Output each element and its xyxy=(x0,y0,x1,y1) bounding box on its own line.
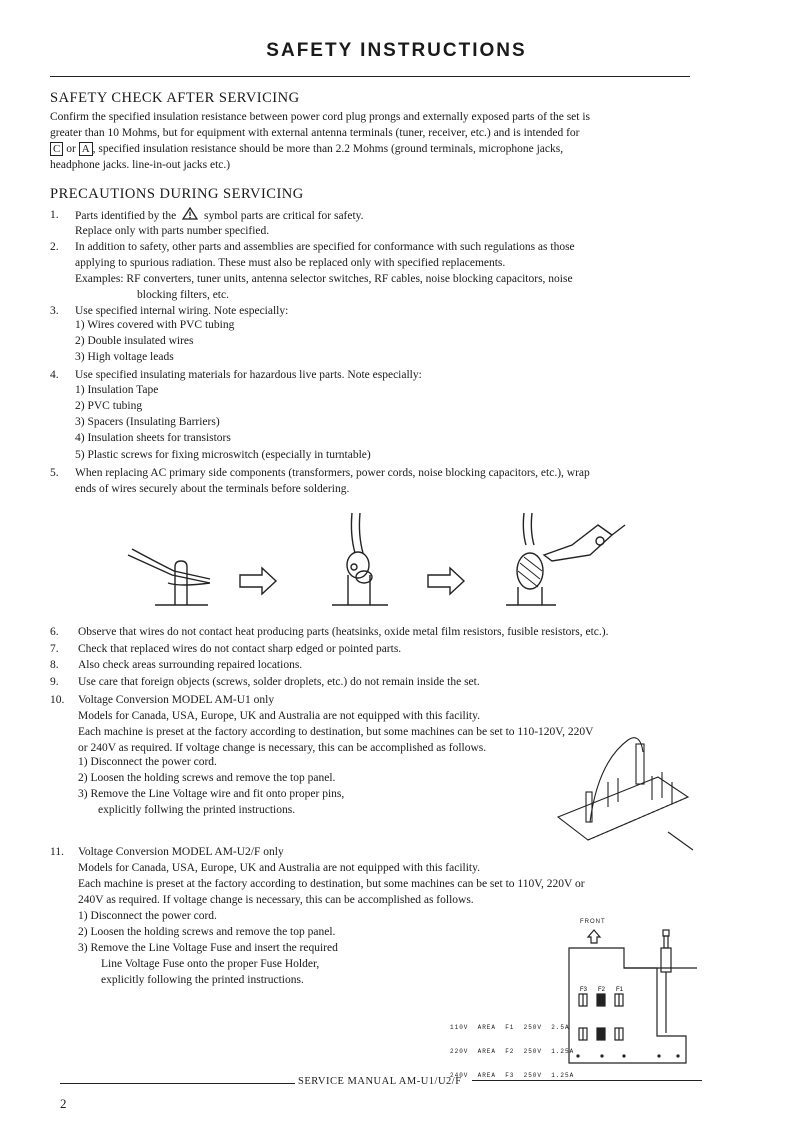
wire-wrapping-illustration xyxy=(120,505,640,615)
terminal-wire-wrapped-icon xyxy=(332,513,388,605)
text-fragment: Parts identified by the xyxy=(75,210,177,222)
list-item-text: Voltage Conversion MODEL AM-U2/F only xyxy=(78,846,284,858)
fuse-table-row: 110V AREA F1 250V 2.5A xyxy=(450,1024,570,1031)
terminal-soldering-icon xyxy=(506,513,625,605)
arrow-right-icon xyxy=(428,568,464,594)
item-number: 7. xyxy=(50,643,59,655)
fuse-table-row: 220V AREA F2 250V 1.25A xyxy=(450,1048,575,1055)
arrow-right-icon xyxy=(240,568,276,594)
fuse-holder-diagram xyxy=(564,928,700,1068)
sub-item: 3) Remove the Line Voltage Fuse and insert the required xyxy=(78,942,338,954)
fuse-label-f3: F3 xyxy=(580,987,588,993)
text-fragment: symbol parts are critical for safety. xyxy=(204,210,364,222)
list-item-text xyxy=(75,207,364,224)
list-item-text: In addition to safety, other parts and assemblies are specified for conformance with such regulations as those xyxy=(75,241,575,253)
item-number: 3. xyxy=(50,305,59,317)
list-item-text: Use specified internal wiring. Note especially: xyxy=(75,305,289,317)
page-number: 2 xyxy=(60,1096,67,1111)
front-label: FRONT xyxy=(580,919,606,925)
list-item-text: Each machine is preset at the factory according to destination, but some machines can be set to 110V, 220V or xyxy=(78,878,585,890)
text-line xyxy=(50,141,691,157)
item-number: 8. xyxy=(50,659,59,671)
terminal-wire-approach-icon xyxy=(128,549,210,605)
text-line: greater than 10 Mohms, but for equipment with external antenna terminals (tuner, receiver, etc.) and is intended for xyxy=(50,127,580,139)
sub-item: 3) Spacers (Insulating Barriers) xyxy=(75,416,220,428)
sub-item: 2) PVC tubing xyxy=(75,400,143,412)
title-rule xyxy=(50,76,690,77)
list-item-text: Examples: RF converters, tuner units, antenna selector switches, RF cables, noise blocking capacitors, noise xyxy=(75,273,573,285)
list-item-text: or 240V as required. If voltage change is necessary, this can be accomplished as follows. xyxy=(78,742,487,754)
fuse-label-f1: F1 xyxy=(616,987,624,993)
item-number: 5. xyxy=(50,467,59,479)
list-item-text: 240V as required. If voltage change is necessary, this can be accomplished as follows. xyxy=(78,894,474,906)
footer-rule-left xyxy=(60,1083,295,1084)
sub-item: explicitly follwing the printed instructions. xyxy=(98,804,296,816)
sub-item: 1) Disconnect the power cord. xyxy=(78,756,217,768)
sub-item: 2) Loosen the holding screws and remove the top panel. xyxy=(78,772,336,784)
safety-check-paragraph xyxy=(50,109,691,173)
list-item-text: Observe that wires do not contact heat producing parts (heatsinks, oxide metal film resistors, fusible resistors, etc.). xyxy=(78,626,609,638)
item-number: 11. xyxy=(50,846,64,858)
list-item-text: Each machine is preset at the factory according to destination, but some machines can be set to 110-120V, 220V xyxy=(78,726,594,738)
list-item-text: Use specified insulating materials for hazardous live parts. Note especially: xyxy=(75,369,422,381)
section-heading-precautions: PRECAUTIONS DURING SERVICING xyxy=(50,186,304,202)
sub-item: 1) Wires covered with PVC tubing xyxy=(75,319,235,331)
list-item-text: Check that replaced wires do not contact sharp edged or pointed parts. xyxy=(78,643,402,655)
arrow-up-icon xyxy=(588,930,600,943)
list-item-text: Use care that foreign objects (screws, solder droplets, etc.) do not remain inside the set. xyxy=(78,676,480,688)
page-title: SAFETY INSTRUCTIONS xyxy=(266,40,527,61)
list-item-text: Voltage Conversion MODEL AM-U1 only xyxy=(78,694,275,706)
list-item-text: Models for Canada, USA, Europe, UK and Australia are not equipped with this facility. xyxy=(78,710,480,722)
sub-item: 3) High voltage leads xyxy=(75,351,174,363)
item-number: 10. xyxy=(50,694,65,706)
class-a-box: A xyxy=(79,142,93,156)
class-c-box: C xyxy=(50,142,63,156)
list-item-text: Models for Canada, USA, Europe, UK and Australia are not equipped with this facility. xyxy=(78,862,480,874)
list-item-text: Replace only with parts number specified. xyxy=(75,225,270,237)
sub-item: 3) Remove the Line Voltage wire and fit onto proper pins, xyxy=(78,788,345,800)
footer-text: SERVICE MANUAL AM-U1/U2/F xyxy=(298,1076,462,1087)
sub-item: 5) Plastic screws for fixing microswitch (especially in turntable) xyxy=(75,449,371,461)
footer-rule-right xyxy=(472,1080,702,1081)
section-heading-safety-check: SAFETY CHECK AFTER SERVICING xyxy=(50,90,300,106)
sub-item: Line Voltage Fuse onto the proper Fuse Holder, xyxy=(101,958,320,970)
sub-item: 2) Double insulated wires xyxy=(75,335,194,347)
text-line: Confirm the specified insulation resistance between power cord plug prongs and externally exposed parts of the set is xyxy=(50,111,591,123)
or-text: or xyxy=(66,143,76,155)
fuse-table-row: 240V AREA F3 250V 1.25A xyxy=(450,1072,575,1079)
list-item-text: When replacing AC primary side components (transformers, power cords, noise blocking capacitors, etc.), wrap xyxy=(75,467,590,479)
item-number: 1. xyxy=(50,209,59,221)
list-item-text: Also check areas surrounding repaired locations. xyxy=(78,659,303,671)
list-item-text: applying to spurious radiation. These must also be replaced only with specified replacements. xyxy=(75,257,506,269)
item-number: 6. xyxy=(50,626,59,638)
sub-item: explicitly following the printed instructions. xyxy=(101,974,304,986)
sub-item: 1) Disconnect the power cord. xyxy=(78,910,217,922)
sub-item: 2) Loosen the holding screws and remove the top panel. xyxy=(78,926,336,938)
sub-item: 1) Insulation Tape xyxy=(75,384,159,396)
item-number: 2. xyxy=(50,241,59,253)
item-number: 9. xyxy=(50,676,59,688)
item-number: 4. xyxy=(50,369,59,381)
list-item-text: ends of wires securely about the terminals before soldering. xyxy=(75,483,350,495)
fuse-label-f2: F2 xyxy=(598,987,606,993)
fuse-table xyxy=(450,1008,574,1088)
voltage-wire-illustration xyxy=(548,722,698,852)
sub-item: 4) Insulation sheets for transistors xyxy=(75,432,231,444)
text-fragment: , specified insulation resistance should be more than 2.2 Mohms (ground terminals, microphone jacks, xyxy=(92,143,564,155)
text-line: headphone jacks. line-in-out jacks etc.) xyxy=(50,159,231,171)
list-item-text: blocking filters, etc. xyxy=(137,289,229,301)
warning-triangle-icon xyxy=(182,207,198,220)
